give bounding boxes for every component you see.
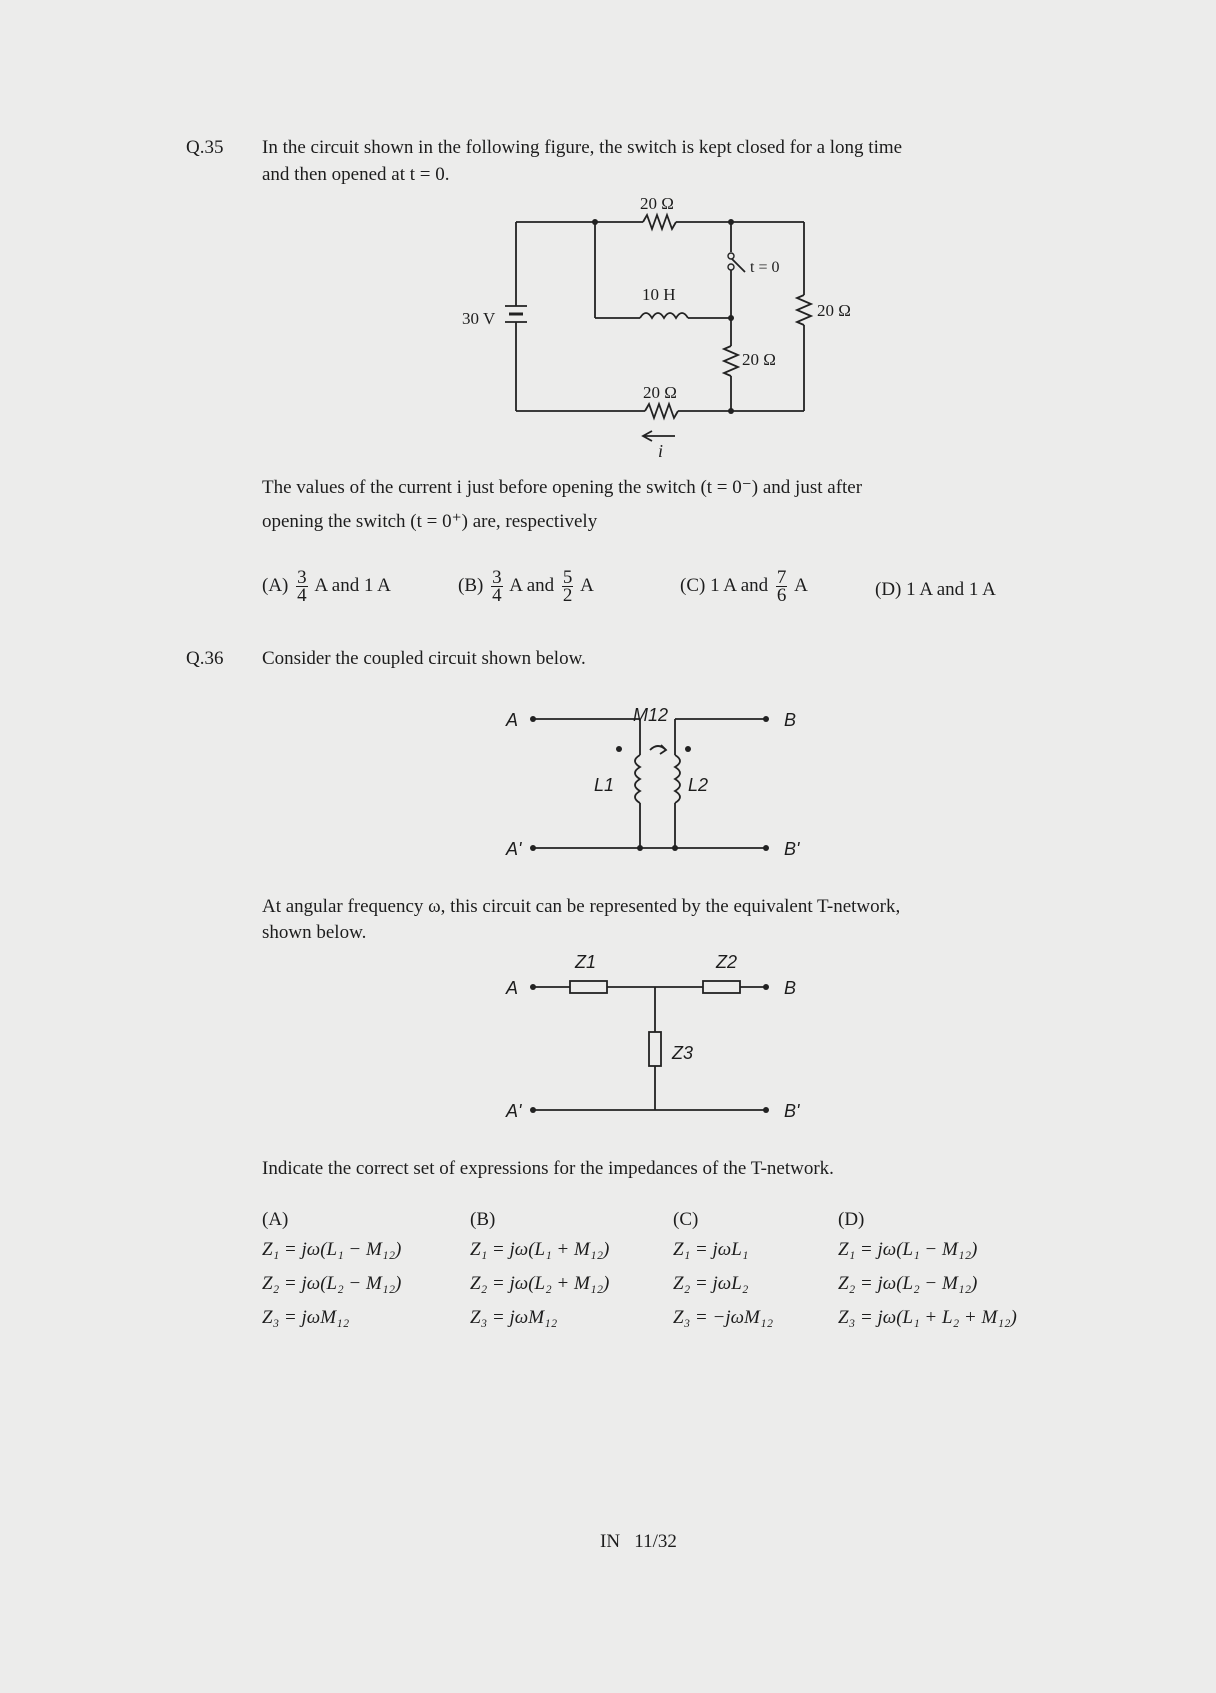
coupled-b-label: B: [784, 710, 797, 730]
coupled-a-label: A: [506, 710, 519, 730]
tnet-b-label: B: [784, 978, 797, 998]
tnet-z2-label: Z2: [716, 952, 738, 972]
q35-r-right-label: 20 Ω: [817, 301, 851, 320]
tnet-a-prime-label: A': [506, 1101, 522, 1121]
q35-option-a-fraction: $\frac{3}{4}$: [297, 567, 307, 606]
q36-option-d: (D) Z₁ = jω(L₁ − M₁₂) Z₂ = jω(L₂ − M₁₂) Z₃ = jω(L₁ + L₂ + M₁₂): [838, 1209, 1017, 1328]
q36-text3: Indicate the correct set of expressions for the impedances of the T-network.: [262, 1158, 834, 1179]
q35-option-b: (B) $\frac{3}{4}$ A and $\frac{5}{2}$ A: [458, 567, 594, 606]
q36-text2-line2: shown below.: [262, 922, 367, 943]
q36-option-a: (A) Z₁ = jω(L₁ − M₁₂) Z₂ = jω(L₂ − M₁₂) Z₃ = jωM₁₂: [262, 1209, 402, 1328]
q35-text-line1: In the circuit shown in the following figure, the switch is kept closed for a long time: [262, 137, 903, 158]
q35-option-c: (C) 1 A and $\frac{7}{6}$ A: [680, 567, 808, 606]
coupled-mutual-label: M12: [633, 705, 669, 725]
q35-option-a: (A) $\frac{3}{4}$ A and 1 A: [262, 567, 391, 606]
q35-after-line2: opening the switch (t = 0⁺) are, respectively: [262, 511, 598, 532]
q36-option-c: (C) Z₁ = jωL₁ Z₂ = jωL₂ Z₃ = −jωM₁₂: [673, 1209, 774, 1328]
q36-text2-line1: At angular frequency ω, this circuit can be represented by the equivalent T-network,: [262, 896, 901, 917]
q35-r-bottom-label: 20 Ω: [643, 383, 677, 402]
q35-r-mid-label: 20 Ω: [742, 350, 776, 369]
page-footer: IN 11/32: [600, 1531, 677, 1552]
q35-current-label: i: [658, 441, 664, 461]
q35-number: Q.35: [186, 137, 224, 158]
q35-source-label: 30 V: [462, 309, 496, 328]
coupled-l2-label: L2: [688, 775, 709, 795]
tnet-b-prime-label: B': [784, 1101, 800, 1121]
q35-inductor-label: 10 H: [642, 285, 676, 304]
q36-number: Q.36: [186, 648, 224, 669]
q35-switch-label: t = 0: [750, 259, 780, 276]
q35-text-line2: and then opened at t = 0.: [262, 164, 450, 185]
q35-after-line1: The values of the current i just before opening the switch (t = 0⁻) and just after: [262, 477, 863, 498]
q36-option-b: (B) Z₁ = jω(L₁ + M₁₂) Z₂ = jω(L₂ + M₁₂) Z₃ = jωM₁₂: [470, 1209, 610, 1328]
coupled-b-prime-label: B': [784, 839, 800, 859]
q35-r-top-label: 20 Ω: [640, 194, 674, 213]
q35-option-d: (D) 1 A and 1 A: [875, 579, 996, 600]
tnet-z3-label: Z3: [672, 1043, 694, 1063]
q36-text: Consider the coupled circuit shown below.: [262, 648, 586, 669]
coupled-a-prime-label: A': [506, 839, 522, 859]
coupled-l1-label: L1: [594, 775, 615, 795]
tnet-a-label: A: [506, 978, 519, 998]
tnet-z1-label: Z1: [575, 952, 597, 972]
